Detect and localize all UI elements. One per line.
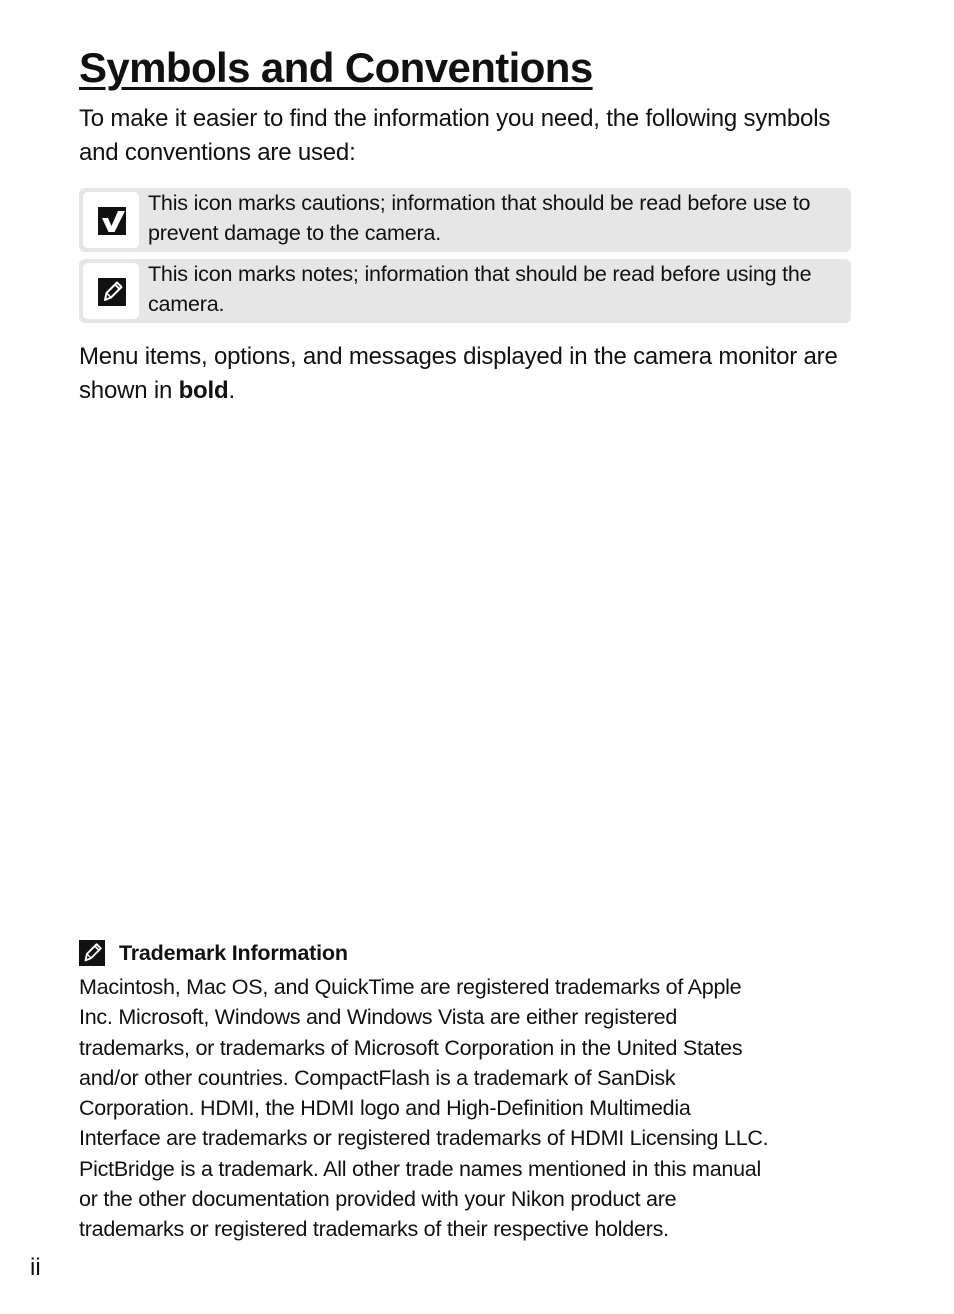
trademark-heading <box>79 938 348 968</box>
menu-conventions-end: . <box>228 377 235 404</box>
trademark-body <box>79 972 869 1245</box>
page-number: ii <box>30 1254 41 1281</box>
trademark-line: and/or other countries. CompactFlash is a trademark of SanDisk <box>79 1065 676 1090</box>
menu-conventions-paragraph <box>79 340 869 408</box>
trademark-line: trademarks or registered trademarks of their respective holders. <box>79 1217 669 1242</box>
caution-description: This icon marks cautions; information that should be read before use to prevent damage to the camera. <box>148 191 811 245</box>
trademark-line: Macintosh, Mac OS, and QuickTime are registered trademarks of Apple <box>79 975 742 999</box>
caution-symbol-box <box>79 188 851 252</box>
trademark-heading-text: Trademark Information <box>119 940 348 965</box>
trademark-line: Interface are trademarks or registered trademarks of HDMI Licensing LLC. <box>79 1126 769 1151</box>
bold-example: bold <box>178 377 229 404</box>
note-pencil-icon <box>83 263 139 319</box>
note-description: This icon marks notes; information that should be read before using the camera. <box>148 262 812 316</box>
trademark-line: Corporation. HDMI, the HDMI logo and High-Definition Multimedia <box>79 1096 691 1121</box>
note-pencil-icon <box>79 940 105 966</box>
trademark-line: Inc. Microsoft, Windows and Windows Vista are either registered <box>79 1005 678 1030</box>
note-symbol-box <box>79 259 851 323</box>
menu-conventions-text: Menu items, options, and messages displayed in the camera monitor are shown in <box>79 343 838 404</box>
trademark-line: trademarks, or trademarks of Microsoft Corporation in the United States <box>79 1035 743 1060</box>
intro-paragraph: To make it easier to find the information you need, the following symbols and conventions are used: <box>79 105 831 166</box>
caution-check-icon <box>83 192 139 248</box>
page-title: Symbols and Conventions <box>79 44 593 91</box>
trademark-line: or the other documentation provided with your Nikon product are <box>79 1187 677 1212</box>
trademark-line: PictBridge is a trademark. All other trade names mentioned in this manual <box>79 1156 762 1181</box>
